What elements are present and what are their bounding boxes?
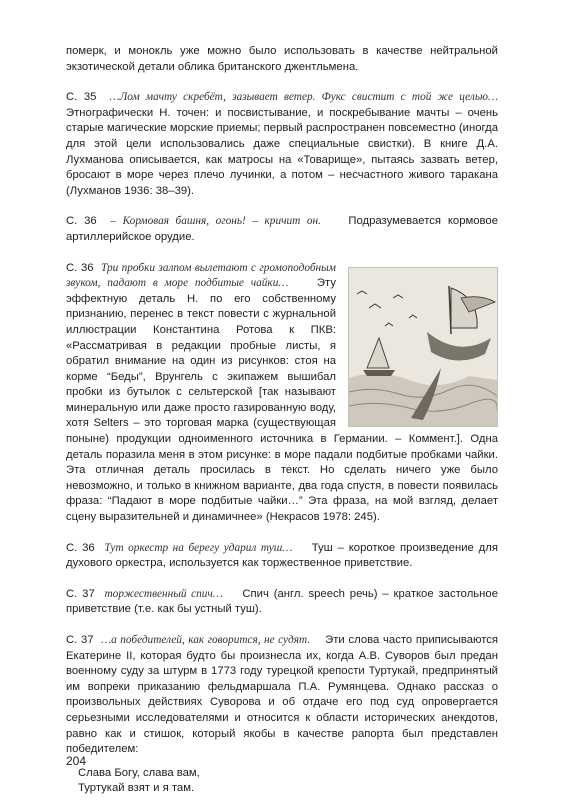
intro-paragraph: померк, и монокль уже можно было использовать в качестве нейтральной экзотической детали облика британского джентльмена. <box>66 45 498 73</box>
note-entry <box>66 541 498 572</box>
quoted-text: Три пробки залпом вылетают с громоподобным звуком, падают в море подбитые чайки… <box>66 261 336 290</box>
page-reference: С. 36 <box>66 541 95 554</box>
page-reference: С. 35 <box>66 91 97 104</box>
note-entry <box>66 90 498 199</box>
note-entry <box>66 214 498 245</box>
quoted-text: торжественный спич… <box>104 587 223 600</box>
page-body <box>66 44 498 797</box>
note-entry <box>66 587 498 618</box>
poem <box>78 766 498 797</box>
commentary-text: Спич (англ. speech речь) – краткое застольное приветствие (т.е. как бы устный туш). <box>66 587 498 616</box>
quoted-text: Тут оркестр на берегу ударил туш… <box>104 541 293 554</box>
page-reference: С. 36 <box>66 261 94 274</box>
commentary-text: Подразумевается кормовое артиллерийское орудие. <box>66 215 498 243</box>
page-number: 204 <box>66 754 87 768</box>
page-reference: С. 37 <box>66 634 94 646</box>
commentary-text: Эту эффектную деталь Н. по его собственному признанию, перенес в текст повести с журнальной иллюстрации Константина Ротова к ПКВ: «Рассматривая в редакции пробные листы, я обратил внимание на один из рисунков: стоя на корме “Беды”, Врунгель с экипажем вышибал пробки из бутылок с сельтерской [так называют минеральную или даже просто газированную воду, хотя Selters – это торговая марка (существующая поныне) продукции одноименного источника в Германии. – Коммент.]. Одна деталь поразила меня в этом рисунке: в море падали подбитые пробками чайки. Эта отличная деталь просилась в текст. Но сделать ничего уже было невозможно, и только в книжном варианте, два года спустя, в повести появилась фраза: “Падают в море подбитые чайки…” Эта фраза, на мой взгляд, делает сцену выразительней и динамичнее» (Некрасов 1978: 245). <box>66 277 498 524</box>
poem-line: Туртукай взят и я там. <box>78 782 195 795</box>
page-reference: С. 36 <box>66 215 97 228</box>
note-entry <box>66 633 498 758</box>
quoted-text: …а победителей, как говорится, не судят. <box>101 634 311 646</box>
quoted-text: – Кормовая башня, огонь! – кричит он. <box>110 215 321 228</box>
commentary-text: Туш – короткое произведение для духового оркестра, используется как торжественное приветствие. <box>66 541 498 570</box>
ship-illustration <box>348 267 498 427</box>
page-reference: С. 37 <box>66 587 95 600</box>
commentary-text: Этнографически Н. точен: и посвистывание, и поскребывание мачты – очень старые магические морские приемы; первый распространен повсеместно (иногда для этой цели использовались даже специальные свистки). В книге Д.А. Лухманова описывается, как матросы на «Товарище», пытаясь зазвать ветер, бросают в море через плечо лучинки, а потом – несчастного живого таракана (Лухманов 1936: 38–39). <box>66 106 498 197</box>
poem-line: Слава Богу, слава вам, <box>78 766 200 779</box>
quoted-text: …Лом мачту скребёт, зазывает ветер. Фукс свистит с той же целью… <box>109 91 498 104</box>
commentary-text: Эти слова часто приписываются Екатерине II, которая будто бы произнесла их, когда А.В. Суворов был предан военному суду за штурм в 1773 году турецкой крепости Туртукай, предпринятый им вопреки приказанию фельдмаршала П.А. Румянцева. Однако рассказ о произвольных действиях Суворова и об отдаче его под суд опровергается серьезными исследователями и относится к области исторических анекдотов, равно как и стишок, который якобы в качестве рапорта был представлен победителем: <box>66 634 499 756</box>
